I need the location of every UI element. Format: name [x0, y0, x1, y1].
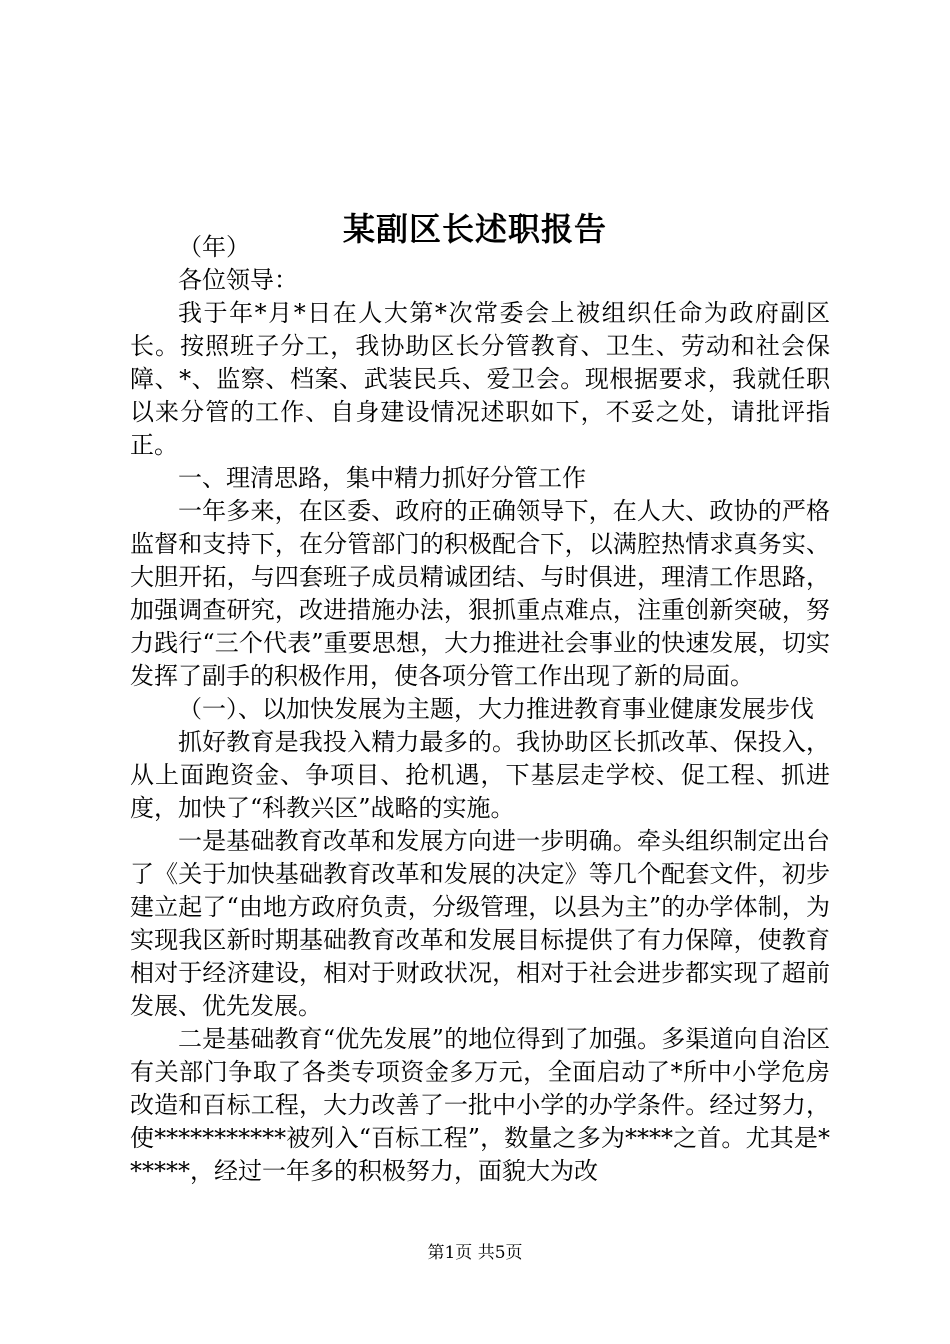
- paragraph-point-1: 一是基础教育改革和发展方向进一步明确。牵头组织制定出台了《关于加快基础教育改革和发展的决定》等几个配套文件，初步建立起了“由地方政府负责，分级管理，以县为主”的办学体制，为实现我区新时期基础教育改革和发展目标提供了有力保障，使教育相对于经济建设，相对于财政状况，相对于社会进步都实现了超前发展、优先发展。: [130, 827, 830, 1020]
- paragraph-overview: 一年多来，在区委、政府的正确领导下，在人大、政协的严格监督和支持下，在分管部门的积极配合下，以满腔热情求真务实、大胆开拓，与四套班子成员精诚团结、与时俱进，理清工作思路，加强调查研究，改进措施办法，狠抓重点难点，注重创新突破，努力践行“三个代表”重要思想，大力推进社会事业的快速发展，切实发挥了副手的积极作用，使各项分管工作出现了新的局面。: [130, 497, 830, 690]
- paragraph-education: 抓好教育是我投入精力最多的。我协助区长抓改革、保投入，从上面跑资金、争项目、抢机遇，下基层走学校、促工程、抓进度，加快了“科教兴区”战略的实施。: [130, 728, 830, 822]
- subsection-heading-1: （一）、以加快发展为主题，大力推进教育事业健康发展步伐: [178, 695, 814, 723]
- year-note: （年）: [178, 233, 250, 261]
- paragraph-point-2: 二是基础教育“优先发展”的地位得到了加强。多渠道向自治区有关部门争取了各类专项资金多万元，全面启动了*所中小学危房改造和百标工程，大力改善了一批中小学的办学条件。经过努力，使***********被列入“百标工程”，数量之多为****之首。尤其是******，经过一年多的积极努力，面貌大为改: [130, 1025, 830, 1185]
- page-number: 第1页 共5页: [427, 1243, 523, 1263]
- section-heading-1: 一、理清思路，集中精力抓好分管工作: [178, 464, 586, 492]
- salutation: 各位领导：: [178, 266, 298, 294]
- document-body: [130, 231, 830, 1188]
- paragraph-intro: 我于年*月*日在人大第*次常委会上被组织任命为政府副区长。按照班子分工，我协助区长分管教育、卫生、劳动和社会保障、*、监察、档案、武装民兵、爱卫会。现根据要求，我就任职以来分管的工作、自身建设情况述职如下，不妥之处，请批评指正。: [130, 299, 830, 459]
- document-title: 某副区长述职报告: [342, 210, 607, 249]
